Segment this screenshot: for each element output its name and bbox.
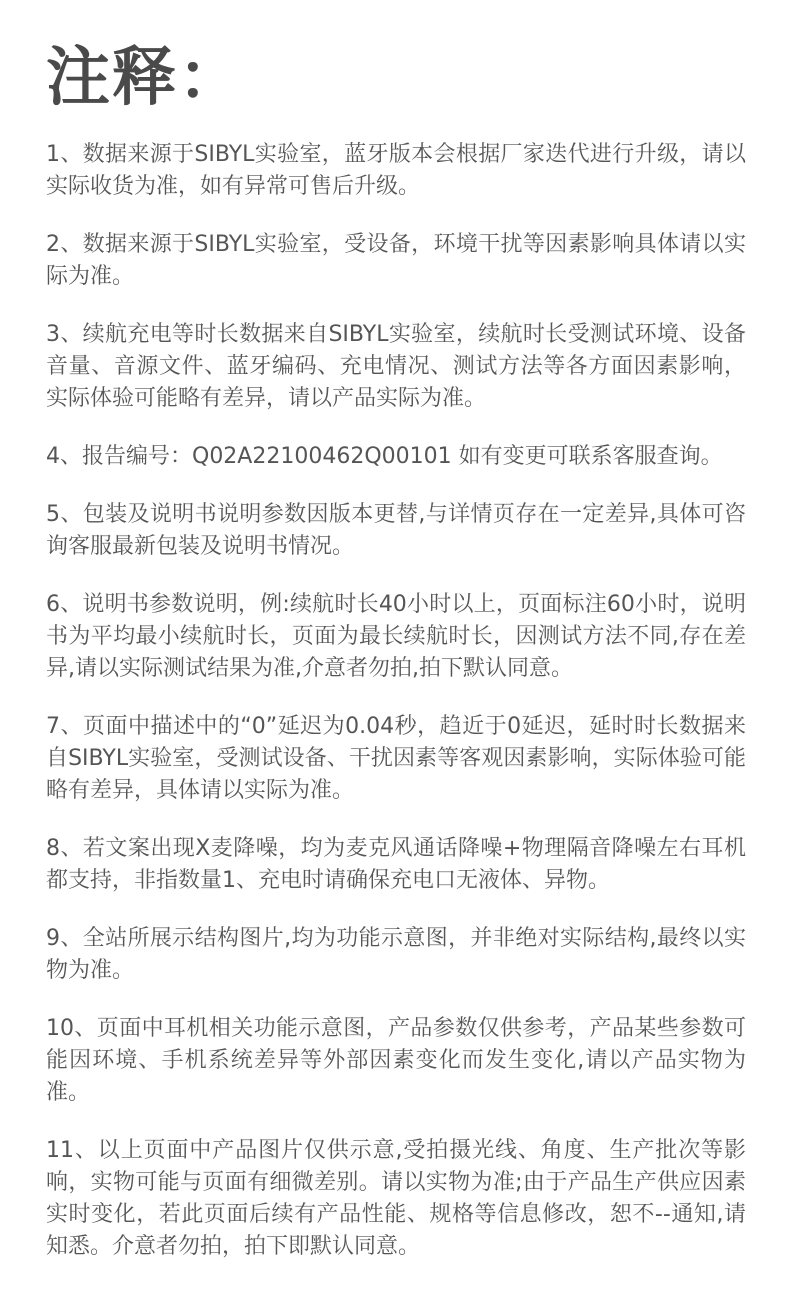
note-item-2: 2、数据来源于SIBYL实验室，受设备，环境干扰等因素影响具体请以实际为准。 bbox=[46, 232, 746, 289]
page-title: 注释： bbox=[46, 41, 244, 115]
note-item-5: 5、包装及说明书说明参数因版本更替,与详情页存在一定差异,具体可咨询客服最新包装及说明书情况。 bbox=[46, 502, 746, 559]
notes-list bbox=[46, 139, 746, 1289]
note-item-8: 8、若文案出现X麦降噪，均为麦克风通话降噪+物理隔音降噪左右耳机都支持，非指数量1、充电时请确保充电口无液体、异物。 bbox=[46, 836, 746, 893]
note-item-11: 11、以上页面中产品图片仅供示意,受拍摄光线、角度、生产批次等影响，实物可能与页面有细微差别。请以实物为准;由于产品生产供应因素实时变化，若此页面后续有产品性能、规格等信息修改，恕不--通知,请知悉。介意者勿拍，拍下即默认同意。 bbox=[46, 1138, 746, 1259]
note-item-4: 4、报告编号：Q02A22100462Q00101 如有变更可联系客服查询。 bbox=[46, 444, 723, 469]
note-item-9: 9、全站所展示结构图片,均为功能示意图，并非绝对实际结构,最终以实物为准。 bbox=[46, 926, 746, 983]
note-item-6: 6、说明书参数说明，例:续航时长40小时以上，页面标注60小时，说明书为平均最小续航时长，页面为最长续航时长，因测试方法不同,存在差异,请以实际测试结果为准,介意者勿拍,拍下默认同意。 bbox=[46, 592, 746, 681]
note-item-3: 3、续航充电等时长数据来自SIBYL实验室，续航时长受测试环境、设备音量、音源文件、蓝牙编码、充电情况、测试方法等各方面因素影响，实际体验可能略有差异，请以产品实际为准。 bbox=[46, 322, 746, 411]
note-item-7: 7、页面中描述中的“0”延迟为0.04秒，趋近于0延迟，延时时长数据来自SIBYL实验室，受测试设备、干扰因素等客观因素影响，实际体验可能略有差异，具体请以实际为准。 bbox=[46, 714, 746, 803]
note-item-1: 1、数据来源于SIBYL实验室，蓝牙版本会根据厂家迭代进行升级，请以实际收货为准，如有异常可售后升级。 bbox=[46, 142, 746, 199]
note-item-10: 10、页面中耳机相关功能示意图，产品参数仅供参考，产品某些参数可能因环境、手机系统差异等外部因素变化而发生变化,请以产品实物为准。 bbox=[46, 1016, 746, 1105]
